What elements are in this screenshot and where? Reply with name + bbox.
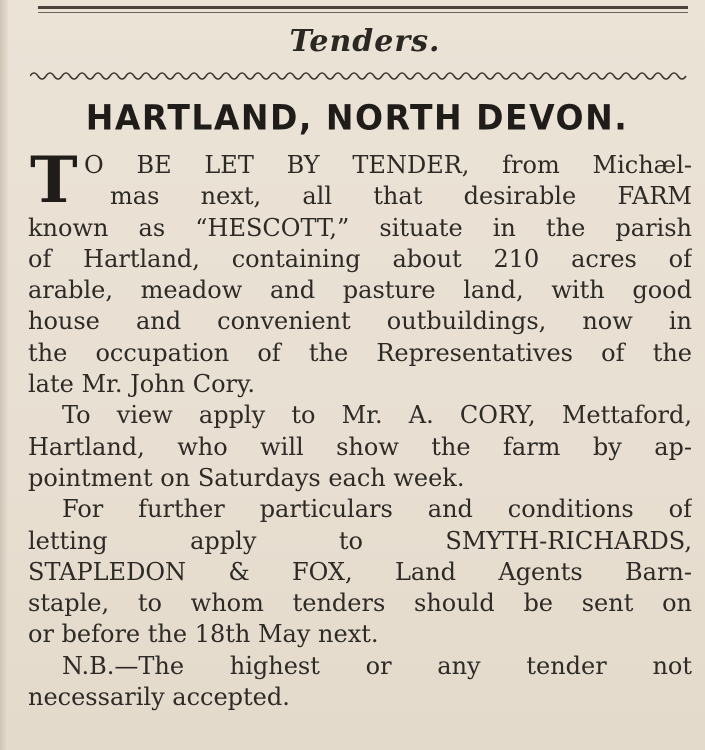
wavy-divider xyxy=(30,66,690,84)
text-line: known as “HESCOTT,” situate in the parish xyxy=(28,213,692,242)
text-line: letting apply to SMYTH-RICHARDS, xyxy=(28,526,692,555)
text-line: For further particulars and conditions of xyxy=(62,495,692,524)
section-heading: Tenders. xyxy=(289,24,441,59)
text-line: the occupation of the Representatives of the xyxy=(28,338,692,367)
text-line: O BE LET BY TENDER, from Michæl- xyxy=(84,151,692,179)
text-line: Hartland, who will show the farm by ap- xyxy=(28,432,692,461)
text-line: mas next, all that desirable FARM xyxy=(110,182,692,211)
advert-title: HARTLAND, NORTH DEVON. xyxy=(85,97,629,138)
text-line: arable, meadow and pasture land, with good xyxy=(28,276,692,305)
text-line: or before the 18th May next. xyxy=(28,620,379,649)
text-line: late Mr. John Cory. xyxy=(28,370,256,399)
text-line: STAPLEDON & FOX, Land Agents Barn- xyxy=(28,557,692,586)
text-line: staple, to whom tenders should be sent on xyxy=(28,589,692,618)
text-line: of Hartland, containing about 210 acres of xyxy=(28,244,692,273)
text-line: pointment on Saturdays each week. xyxy=(28,463,465,492)
advert-body xyxy=(28,143,692,713)
top-rule-thin xyxy=(38,12,688,13)
text-line: To view apply to Mr. A. CORY, Mettaford, xyxy=(62,401,692,430)
top-rule xyxy=(38,6,688,9)
text-line: house and convenient outbuildings, now in xyxy=(28,307,692,336)
text-line: N.B.—The highest or any tender not xyxy=(62,651,692,680)
text-line: necessarily accepted. xyxy=(28,683,290,712)
drop-cap: T xyxy=(30,143,78,218)
